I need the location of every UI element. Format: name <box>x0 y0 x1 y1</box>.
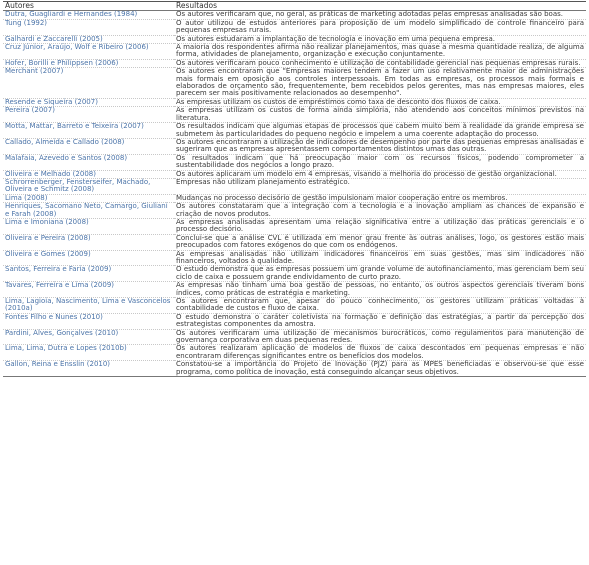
author-cell: Merchant (2007) <box>3 68 174 99</box>
result-cell: O estudo demonstra o caráter coletivista na formação e definição das estratégias, a partir da percepção dos estrategistas componentes da amostra. <box>176 312 584 329</box>
author-cell: Resende e Siqueira (2007) <box>3 98 174 106</box>
table-row <box>3 218 586 234</box>
author-cell: Tavares, Ferreira e Lima (2009) <box>3 282 174 298</box>
author-cell: Hofer, Borilli e Philippsen (2006) <box>3 59 174 67</box>
result-cell: Empresas não utilizam planejamento estratégico. <box>174 178 586 194</box>
result-cell: As empresas analisadas não utilizam indicadores financeiros em suas gestões, mas sim indicadores não financeiros, voltados à qualidade. <box>176 249 584 265</box>
author-cell: Oliveira e Melhado (2008) <box>3 170 174 178</box>
author-cell: Pereira (2007) <box>3 107 174 123</box>
header-results: Resultados <box>174 2 586 11</box>
table-row <box>3 107 586 123</box>
result-cell: Os autores encontraram que, apesar do pouco conhecimento, os gestores utilizam práticas voltadas à contabilidade de custos e fluxo de caixa. <box>176 297 584 313</box>
author-cell: Lima, Lagioia, Nascimento, Lima e Vasconcelos (2010a) <box>3 298 174 314</box>
result-cell: O autor utilizou de estudos anteriores para proposição de um modelo simplificado de controle financeiro para pequenas empresas rurais. <box>176 18 584 35</box>
result-cell: Os autores verificaram que, no geral, as práticas de marketing adotadas pelas empresas analisadas são boas. <box>174 11 586 19</box>
result-cell: As empresas utilizam os custos de forma ainda simplória, não atendendo aos conceitos mínimos previstos na literatura. <box>176 106 584 122</box>
result-cell: Os autores realizaram aplicação de modelos de fluxos de caixa descontados em pequenas empresas e não encontraram diferenças significantes entre os benefícios dos modelos. <box>176 344 584 360</box>
header-authors: Autores <box>3 2 174 11</box>
table-row <box>3 68 586 99</box>
result-cell: As empresas analisadas apresentam uma relação significativa entre a utilização das práticas gerenciais e o processo decisório. <box>176 217 584 234</box>
author-cell: Oliveira e Pereira (2008) <box>3 234 174 250</box>
result-cell: Constatou-se a importância do Projeto de Inovação (PJZ) para as MPES beneficiadas e observou-se que esse programa, como política de inovação, está conseguindo alcançar seus objetivos. <box>176 360 584 376</box>
table-row <box>3 138 586 154</box>
author-cell: Oliveira e Gomes (2009) <box>3 250 174 266</box>
table-row <box>3 234 586 250</box>
table-row <box>3 282 586 298</box>
author-cell: Malafaia, Azevedo e Santos (2008) <box>3 154 174 170</box>
table-row <box>3 361 586 377</box>
results-table <box>3 1 586 377</box>
result-cell: Os resultados indicam que algumas etapas de processos que cabem muito bem à realidade da grande empresa se submetem às particularidades do pequeno negócio e impelem a uma coerente adaptação do processo. <box>176 122 584 138</box>
table-row <box>3 266 586 282</box>
author-cell: Schrorrenberger, Fensterseifer, Machado, Oliveira e Schmitz (2008) <box>3 178 174 194</box>
result-cell: Mudanças no processo decisório de gestão impulsionam maior cooperação entre os membros. <box>174 194 586 202</box>
result-cell: Os autores estudaram a implantação de tecnologia e inovação em uma pequena empresa. <box>174 35 586 43</box>
result-cell: Os autores encontraram a utilização de indicadores de desempenho por parte das pequenas empresas analisadas e sugeriram que as empresas apresentassem comportamentos distintos umas das outras. <box>176 137 584 154</box>
author-cell: Cruz Júnior, Araújo, Wolf e Ribeiro (2006) <box>3 44 174 60</box>
author-cell: Gallon, Reina e Ensslin (2010) <box>3 361 174 377</box>
table-row <box>3 313 586 329</box>
table-row <box>3 250 586 266</box>
result-cell: Os autores encontraram que "Empresas maiores tendem a fazer um uso relativamente maior de administrações mais formais em oposição aos controles interpessoais. Em todas as empresas, os processos mais formais e elaborados de orçamento são, frequentemente, bem recebidos pelos gerentes, mas nas empresas maiores, eles parecem ser mais positivamente relacionados ao desempenho". <box>176 67 584 98</box>
result-cell: Os autores aplicaram um modelo em 4 empresas, visando a melhoria do processo de gestão organizacional. <box>174 170 586 178</box>
author-cell: Galhardi e Zaccarelli (2005) <box>3 35 174 43</box>
result-cell: As empresas não tinham uma boa gestão de pessoas, no entanto, os outros aspectos gerenciais tiveram bons índices, como práticas de estratégia e marketing. <box>176 281 584 297</box>
author-cell: Lima, Lima, Dutra e Lopes (2010b) <box>3 345 174 361</box>
result-cell: As empresas utilizam os custos de empréstimos como taxa de desconto dos fluxos de caixa. <box>174 98 586 106</box>
table-body <box>3 11 586 377</box>
result-cell: Conclui-se que a análise CVL é utilizada em menor grau frente às outras análises, logo, os gestores estão mais preocupados com fatores exógenos do que com os endógenos. <box>176 233 584 250</box>
table-row <box>3 123 586 139</box>
author-cell: Lima e Imoniana (2008) <box>3 218 174 234</box>
author-cell: Tung (1992) <box>3 19 174 35</box>
table-row <box>3 298 586 314</box>
result-cell: O estudo demonstra que as empresas possuem um grande volume de autofinanciamento, mas gerenciam bem seu ciclo de caixa e possuem grande endividamento de curto prazo. <box>176 265 584 281</box>
result-cell: Os autores verificaram pouco conhecimento e utilização de contabilidade gerencial nas pequenas empresas rurais. <box>174 59 586 67</box>
author-cell: Motta, Mattar, Barreto e Teixeira (2007) <box>3 123 174 139</box>
author-cell: Callado, Almeida e Callado (2008) <box>3 138 174 154</box>
result-cell: Os resultados indicam que há preocupação maior com os recursos físicos, podendo comprometer a sustentabilidade dos negócios a longo prazo. <box>176 153 584 170</box>
author-cell: Henriques, Sacomano Neto, Camargo, Giuliani e Farah (2008) <box>3 203 174 219</box>
table-row <box>3 44 586 60</box>
result-cell: Os autores constataram que a integração com a tecnologia e a inovação ampliam as chances de expansão e criação de novos produtos. <box>176 202 584 218</box>
table-row <box>3 345 586 361</box>
author-cell: Santos, Ferreira e Faria (2009) <box>3 266 174 282</box>
table-row <box>3 19 586 35</box>
author-cell: Dutra, Guagliardi e Hernandes (1984) <box>3 11 174 19</box>
table-row <box>3 154 586 170</box>
table-row <box>3 329 586 345</box>
author-cell: Pardini, Alves, Gonçalves (2010) <box>3 329 174 345</box>
author-cell: Lima (2008) <box>3 194 174 202</box>
author-cell: Fontes Filho e Nunes (2010) <box>3 313 174 329</box>
table-row <box>3 178 586 194</box>
table-row <box>3 203 586 219</box>
result-cell: Os autores verificaram uma utilização de mecanismos burocráticos, como regulamentos para manutenção de governança corporativa em duas pequenas redes. <box>176 328 584 345</box>
result-cell: A maioria dos respondentes afirma não realizar planejamentos, mas quase a mesma quantidade realiza, de alguma forma, atividades de planejamento, organização e execução conjuntamente. <box>176 43 584 59</box>
